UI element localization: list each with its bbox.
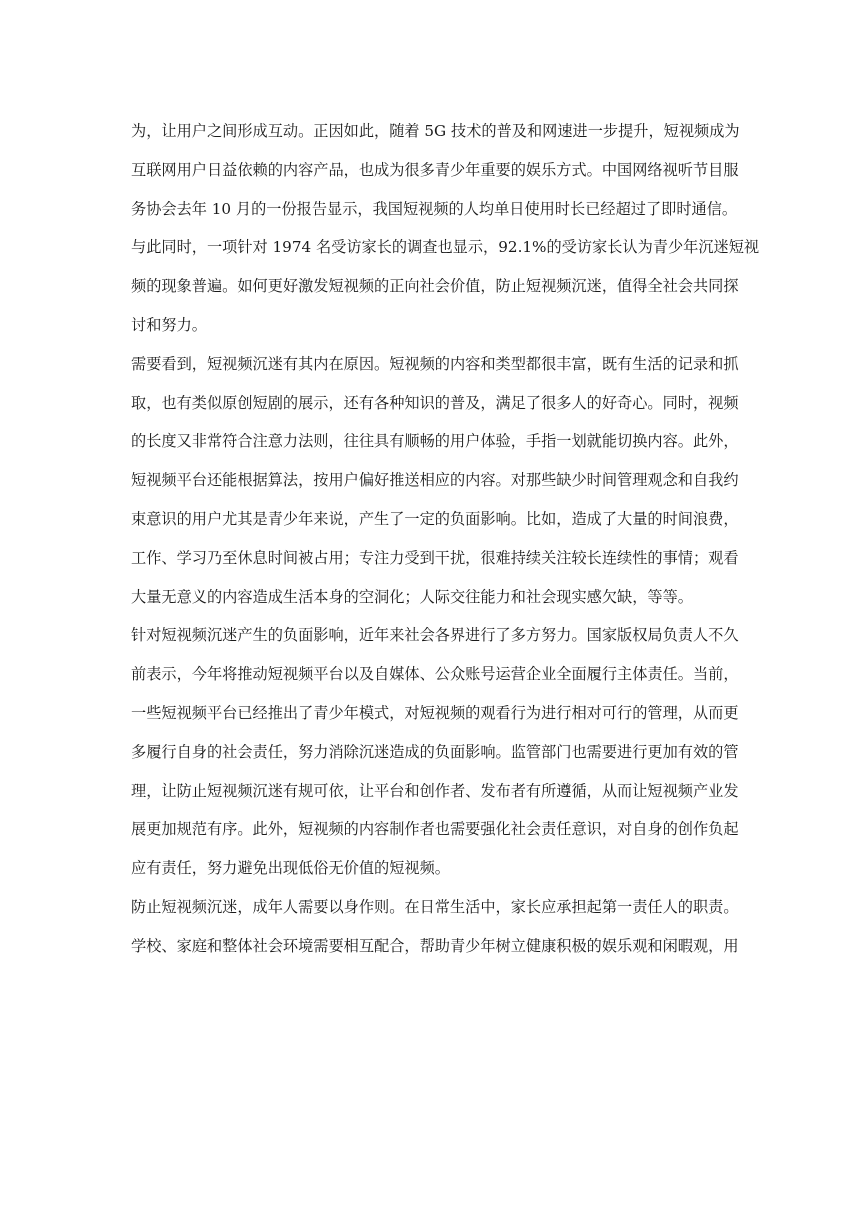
- paragraph-3-line-2: 前表示，今年将推动短视频平台以及自媒体、公众账号运营企业全面履行主体责任。当前，: [131, 665, 739, 684]
- paragraph-1-line-4: 与此同时，一项针对 1974 名受访家长的调查也显示，92.1%的受访家长认为青少年沉迷短视: [131, 238, 760, 257]
- paragraph-1-line-5: 频的现象普遍。如何更好激发短视频的正向社会价值，防止短视频沉迷，值得全社会共同探: [131, 277, 739, 296]
- paragraph-2-line-4: 短视频平台还能根据算法，按用户偏好推送相应的内容。对那些缺少时间管理观念和自我约: [131, 471, 739, 490]
- paragraph-1-line-2: 互联网用户日益依赖的内容产品，也成为很多青少年重要的娱乐方式。中国网络视听节目服: [131, 160, 739, 179]
- paragraph-2-line-7: 大量无意义的内容造成生活本身的空洞化；人际交往能力和社会现实感欠缺，等等。: [131, 587, 693, 606]
- paragraph-1-line-1: 为，让用户之间形成互动。正因如此，随着 5G 技术的普及和网速进一步提升，短视频成为: [131, 122, 740, 140]
- paragraph-3-line-1: 针对短视频沉迷产生的负面影响，近年来社会各界进行了多方努力。国家版权局负责人不久: [131, 626, 739, 645]
- paragraph-1-line-6: 讨和努力。: [131, 315, 207, 334]
- paragraph-3-line-7: 应有责任，努力避免出现低俗无价值的短视频。: [131, 859, 450, 878]
- paragraph-3-line-6: 展更加规范有序。此外，短视频的内容制作者也需要强化社会责任意识，对自身的创作负起: [131, 820, 739, 839]
- article-body: [131, 112, 760, 966]
- paragraph-2-line-1: 需要看到，短视频沉迷有其内在原因。短视频的内容和类型都很丰富，既有生活的记录和抓: [131, 354, 739, 373]
- paragraph-4-line-1: 防止短视频沉迷，成年人需要以身作则。在日常生活中，家长应承担起第一责任人的职责。: [131, 897, 739, 916]
- paragraph-3-line-3: 一些短视频平台已经推出了青少年模式，对短视频的观看行为进行相对可行的管理，从而更: [131, 703, 739, 722]
- paragraph-3-line-4: 多履行自身的社会责任，努力消除沉迷造成的负面影响。监管部门也需要进行更加有效的管: [131, 742, 739, 761]
- paragraph-1-line-3: 务协会去年 10 月的一份报告显示，我国短视频的人均单日使用时长已经超过了即时通信。: [131, 199, 738, 218]
- paragraph-4-line-2: 学校、家庭和整体社会环境需要相互配合，帮助青少年树立健康积极的娱乐观和闲暇观，用: [131, 936, 739, 955]
- paragraph-2-line-2: 取，也有类似原创短剧的展示，还有各种知识的普及，满足了很多人的好奇心。同时，视频: [131, 393, 739, 412]
- paragraph-2-line-6: 工作、学习乃至休息时间被占用；专注力受到干扰，很难持续关注较长连续性的事情；观看: [131, 548, 739, 567]
- paragraph-3-line-5: 理，让防止短视频沉迷有规可依，让平台和创作者、发布者有所遵循，从而让短视频产业发: [131, 781, 739, 800]
- paragraph-2-line-5: 束意识的用户尤其是青少年来说，产生了一定的负面影响。比如，造成了大量的时间浪费，: [131, 509, 739, 528]
- paragraph-2-line-3: 的长度又非常符合注意力法则，往往具有顺畅的用户体验，手指一划就能切换内容。此外，: [131, 432, 739, 451]
